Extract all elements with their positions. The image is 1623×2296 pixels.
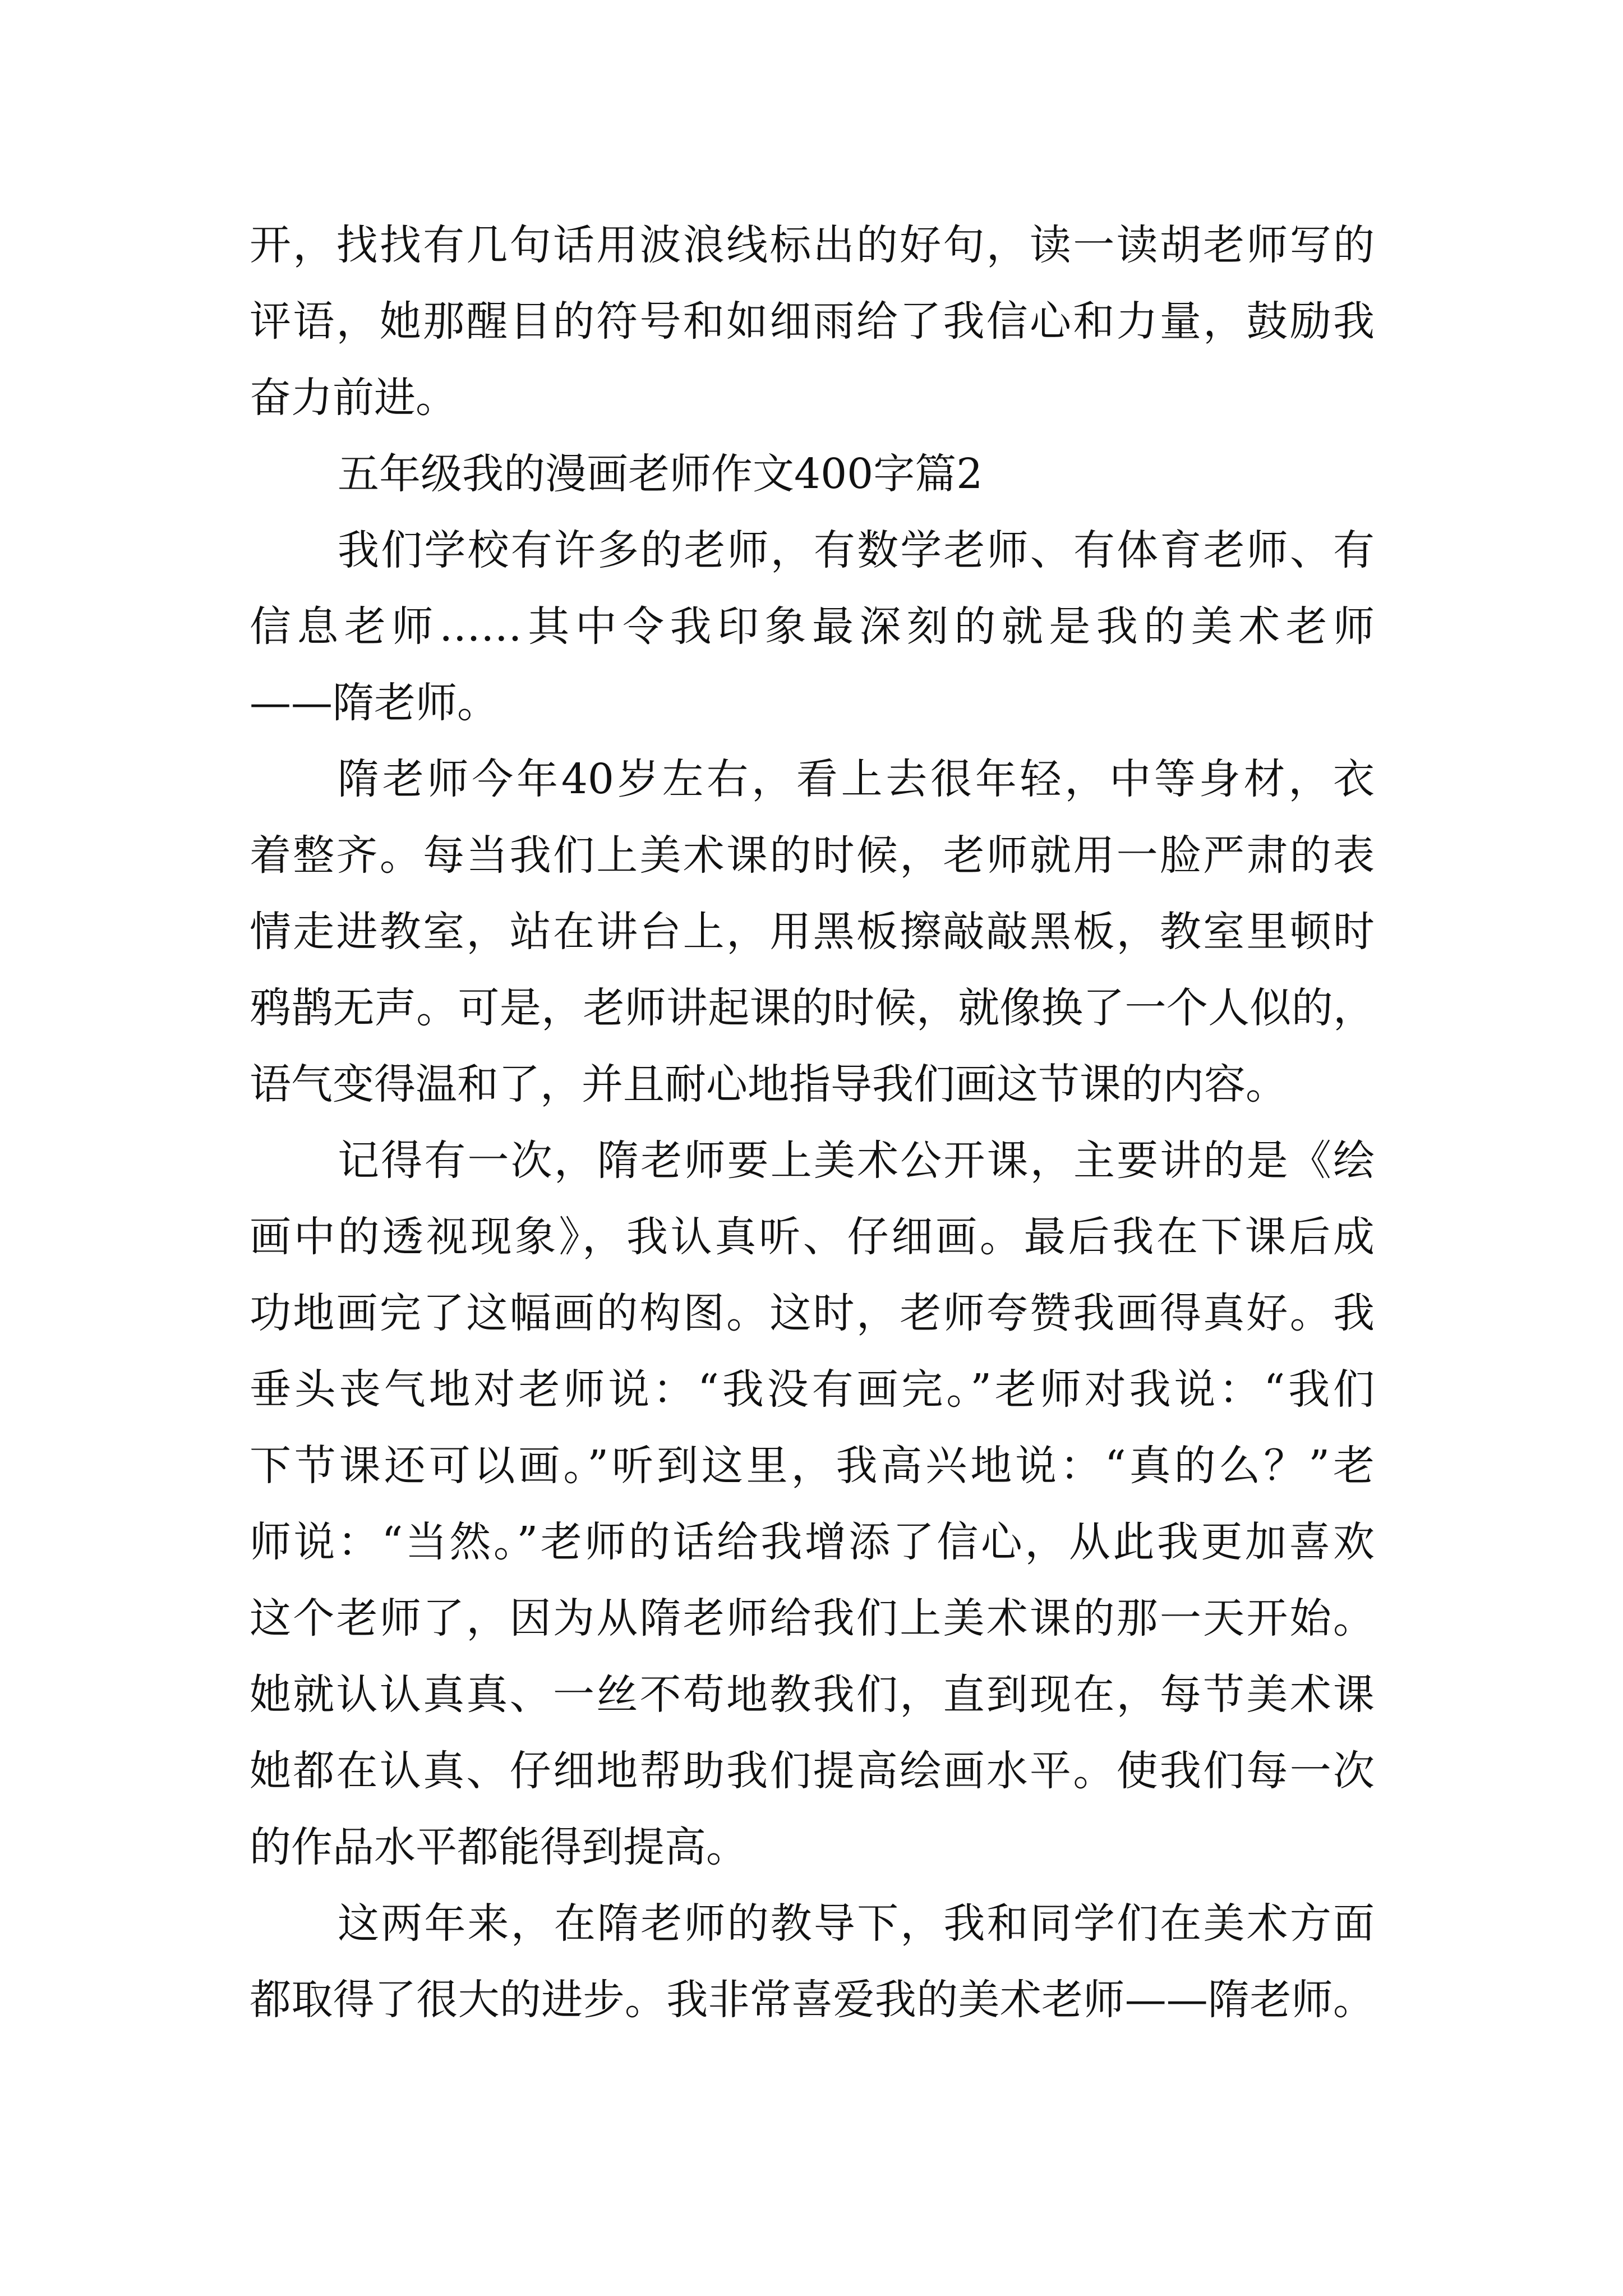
text-line: 的作品水平都能得到提高。 bbox=[250, 1823, 748, 1871]
text-line: 这两年来，在隋老师的教导下，我和同学们在美术方面 bbox=[338, 1899, 1375, 1948]
text-line: 这个老师了，因为从隋老师给我们上美术课的那一天开始。 bbox=[250, 1594, 1375, 1642]
text-line: 功地画完了这幅画的构图。这时，老师夸赞我画得真好。我 bbox=[250, 1289, 1375, 1337]
text-line: 师说：“当然。”老师的话给我增添了信心，从此我更加喜欢 bbox=[250, 1518, 1375, 1566]
text-line: 隋老师今年40岁左右，看上去很年轻，中等身材，衣 bbox=[338, 755, 1375, 803]
text-line: 画中的透视现象》，我认真听、仔细画。最后我在下课后成 bbox=[250, 1213, 1375, 1261]
text-line: 评语，她那醒目的符号和如细雨给了我信心和力量，鼓励我 bbox=[250, 297, 1375, 346]
text-line: 记得有一次，隋老师要上美术公开课，主要讲的是《绘 bbox=[338, 1137, 1375, 1185]
section-heading: 五年级我的漫画老师作文400字篇2 bbox=[338, 450, 983, 498]
text-line: 信息老师……其中令我印象最深刻的就是我的美术老师 bbox=[250, 602, 1375, 651]
text-line: 垂头丧气地对老师说：“我没有画完。”老师对我说：“我们 bbox=[250, 1365, 1375, 1414]
text-line: ——隋老师。 bbox=[250, 679, 499, 727]
text-line: 着整齐。每当我们上美术课的时候，老师就用一脸严肃的表 bbox=[250, 831, 1375, 880]
text-line: 我们学校有许多的老师，有数学老师、有体育老师、有 bbox=[338, 526, 1375, 574]
text-line: 她都在认真、仔细地帮助我们提高绘画水平。使我们每一次 bbox=[250, 1747, 1375, 1795]
text-line: 情走进教室，站在讲台上，用黑板擦敲敲黑板，教室里顿时 bbox=[250, 908, 1375, 956]
text-line: 奋力前进。 bbox=[250, 374, 457, 422]
text-line: 她就认认真真、一丝不苟地教我们，直到现在，每节美术课 bbox=[250, 1671, 1375, 1719]
text-line: 鸦鹊无声。可是，老师讲起课的时候，就像换了一个人似的， bbox=[250, 984, 1375, 1032]
text-line: 都取得了很大的进步。我非常喜爱我的美术老师——隋老师。 bbox=[250, 1976, 1375, 2024]
text-line: 下节课还可以画。”听到这里，我高兴地说：“真的么？”老 bbox=[250, 1442, 1375, 1490]
text-line: 语气变得温和了，并且耐心地指导我们画这节课的内容。 bbox=[250, 1060, 1287, 1108]
text-line: 开，找找有几句话用波浪线标出的好句，读一读胡老师写的 bbox=[250, 221, 1375, 269]
